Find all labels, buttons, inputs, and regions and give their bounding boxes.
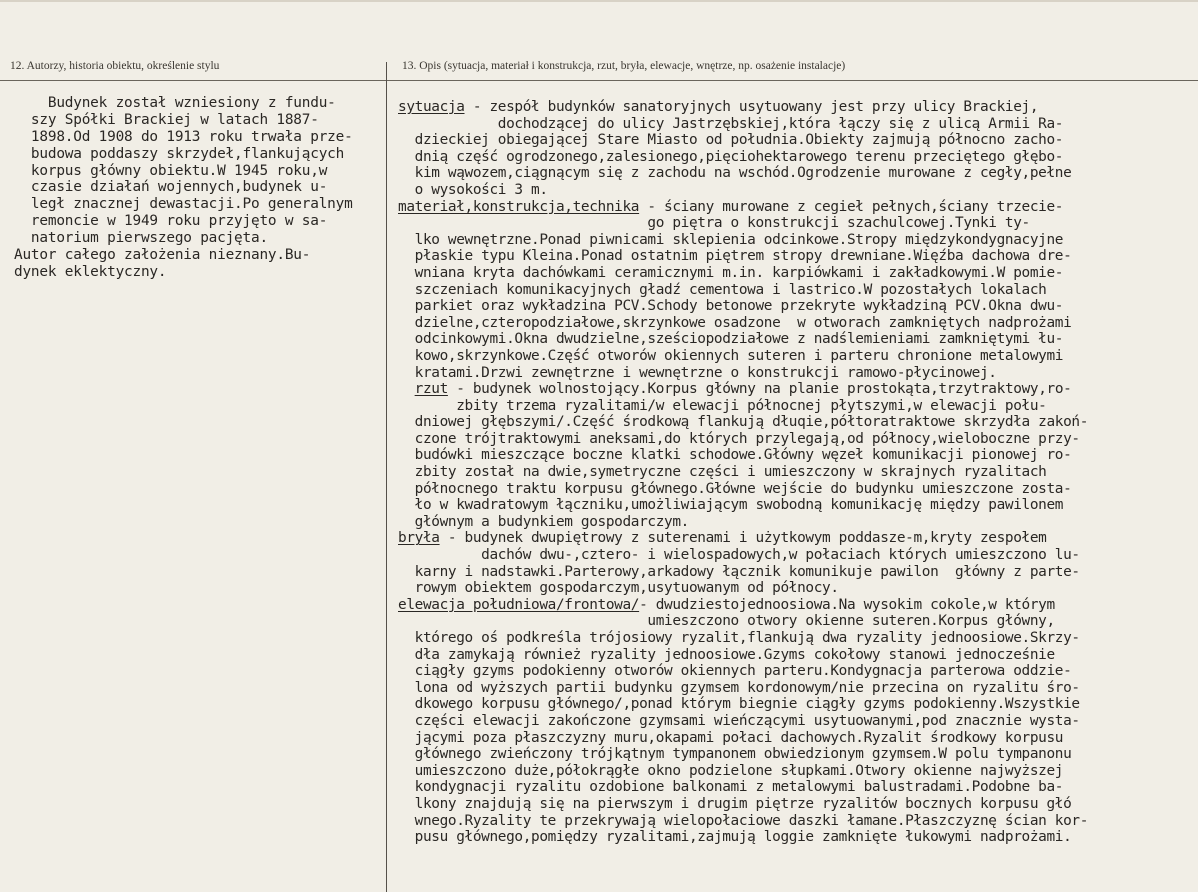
section-13-header: 13. Opis (sytuacja, materiał i konstrukcja, rzut, bryła, elewacje, wnętrze, np. osażenie instalacje) — [402, 60, 846, 72]
text-line: zbity został na dwie,symetryczne części i umieszczony w skrajnych ryzalitach — [398, 464, 1047, 481]
text-line: parkiet oraz wykładzina PCV.Schody betonowe przekryte wykładziną PCV.Okna dwu- — [398, 298, 1064, 315]
section-heading-line — [398, 597, 1194, 614]
text-line: dachów dwu-,cztero- i wielospadowych,w połaciach których umieszczono lu- — [398, 547, 1080, 564]
text-line: Autor całego założenia nieznany.Bu- — [14, 247, 311, 264]
text-line: części elewacji zakończone gzymsami wieńczącymi usytuowanymi,pod znacznie wysta- — [398, 712, 1080, 729]
text-line: głównym a budynkiem gospodarczym. — [398, 513, 689, 530]
text-line: lko wewnętrzne.Ponad piwnicami sklepienia odcinkowe.Stropy międzykondygnacyjne — [398, 231, 1064, 248]
text-line: czone trójtraktowymi aneksami,do których przylegają,od północy,wieloboczne przy- — [398, 430, 1080, 447]
text-line: którego oś podkreśla trójosiowy ryzalit,flankują dwa ryzality jednoosiowe.Skrzy- — [398, 630, 1080, 646]
section-term-text: - zespół budynków sanatoryjnych usytuowany jest przy ulicy Brackiej, — [464, 99, 1039, 115]
section-term: rzut — [414, 381, 448, 398]
history-text — [14, 95, 374, 281]
section-term: elewacja południowa/frontowa/ — [398, 596, 640, 613]
text-line: wniana kryta dachówkami ceramicznymi m.in. karpiówkami i zakładkowymi.W pomie- — [398, 264, 1064, 281]
text-line: ło w kwadratowym łączniku,umożliwiającym swobodną komunikację między pawilonem — [398, 497, 1064, 514]
text-line: wnego.Ryzality te przekrywają wielopołaciowe daszki łamane.Płaszczyznę ścian kor- — [398, 812, 1089, 829]
section-heading-line — [398, 381, 1194, 398]
text-line: kondygnacji ryzalitu ozdobione balkonami z metalowymi balustradami.Podobne ba- — [398, 779, 1064, 796]
text-line: Budynek został wzniesiony z fundu- — [14, 95, 336, 111]
text-line: ciągły gzyms podokienny otworów okiennych parteru.Kondygnacja parterowa oddzie- — [398, 663, 1072, 680]
text-line: szy Spółki Brackiej w latach 1887- — [14, 111, 319, 128]
text-line: karny i nadstawki.Parterowy,arkadowy łącznik komunikuje pawilon główny z parte- — [398, 563, 1080, 580]
section-heading-line — [398, 99, 1194, 116]
text-line: dniowej głębszymi/.Część środkową flankują dłuqie,półtoratraktowe skrzydła zakoń- — [398, 414, 1089, 431]
text-line: zbity trzema ryzalitami/w elewacji północnej płytszymi,w elewacji połu- — [398, 397, 1047, 414]
section-heading-line — [398, 530, 1194, 547]
text-line: natorium pierwszego pacjęta. — [14, 230, 268, 247]
header-rule — [0, 80, 1198, 81]
text-line: kratami.Drzwi zewnętrzne i wewnętrzne o konstrukcji ramowo-płycinowej. — [398, 364, 997, 381]
text-line: dochodzącej do ulicy Jastrzębskiej,która łączy się z ulicą Armii Ra- — [398, 115, 1064, 132]
text-line: pusu głównego,pomiędzy ryzalitami,zajmują loggie zamknięte łukowymi nadprożami. — [398, 829, 1072, 846]
section-term: materiał,konstrukcja,technika — [398, 198, 640, 215]
text-line: 1898.Od 1908 do 1913 roku trwała prze- — [14, 128, 353, 145]
section-heading-line — [398, 199, 1194, 216]
text-line: dzieckiej obiegającej Stare Miasto od południa.Obiekty zajmują północno zacho- — [398, 132, 1064, 149]
text-line: legł znacznej dewastacji.Po generalnym — [14, 196, 353, 213]
text-line: dynek eklektyczny. — [14, 263, 167, 280]
section-term: bryła — [398, 530, 440, 547]
text-line: go piętra o konstrukcji szachulcowej.Tynki ty- — [398, 215, 1030, 232]
text-line: dkowego korpusu głównego/,ponad którym biegnie ciągły gzyms podokienny.Wszystkie — [398, 696, 1080, 713]
text-line: lkony znajdują się na pierwszym i drugim piętrze ryzalitów bocznych korpusu głó — [398, 795, 1072, 812]
text-line: szczeniach komunikacyjnych gładź cementowa i lastrico.W pozostałych lokalach — [398, 281, 1047, 298]
section-term-text: - budynek wolnostojący.Korpus główny na planie prostokąta,trzytraktowy,ro- — [447, 381, 1072, 398]
text-line: umieszczono otwory okienne suteren.Korpus główny, — [398, 613, 1055, 630]
page-top-edge — [0, 0, 1198, 2]
text-line: kim wąwozem,ciągnącym się z zachodu na wschód.Ogrodzenie murowane z cegły,pełne — [398, 165, 1072, 182]
text-line: dnią część ogrodzonego,zalesionego,pięciohektarowego terenu przeciętego głębo- — [398, 148, 1064, 165]
text-line: dzielne,czteropodziałowe,skrzynkowe osadzone w otworach zamkniętych nadprożami — [398, 314, 1072, 331]
text-line: północnego traktu korpusu głównego.Główne wejście do budynku umieszczone zosta- — [398, 480, 1072, 497]
text-line: kowo,skrzynkowe.Część otworów okiennych suteren i parteru chronione metalowymi — [398, 347, 1064, 364]
section-term-text: - budynek dwupiętrowy z suterenami i użytkowym poddasze-m,kryty zespołem — [439, 530, 1047, 547]
text-line: odcinkowymi.Okna dwudzielne,sześciopodziałowe z nadślemieniami zamkniętymi łu- — [398, 331, 1064, 348]
text-line: płaskie typu Kleina.Ponad ostatnim piętrem stropy drewniane.Więźba dachowa dre- — [398, 248, 1072, 265]
column-divider — [386, 62, 387, 892]
text-line: czasie działań wojennych,budynek u- — [14, 179, 328, 196]
text-line: budówki mieszczące boczne klatki schodowe.Główny węzeł komunikacji pionowej ro- — [398, 447, 1072, 464]
text-line: rowym obiektem gospodarczym,usytuowanym od północy. — [398, 580, 839, 597]
section-term-text: - dwudziestojednoosiowa.Na wysokim cokole,w którym — [639, 596, 1055, 613]
text-line: jącymi poza płaszczyzny muru,okapami połaci dachowych.Ryzalit środkowy korpusu — [398, 729, 1064, 746]
text-line: korpus główny obiektu.W 1945 roku,w — [14, 162, 328, 179]
text-line: umieszczono duże,półokrągłe okno podzielone słupkami.Otwory okienne najwyższej — [398, 762, 1064, 779]
text-line: dła zamykają również ryzality jednoosiowe.Gzyms cokołowy stanowi jednocześnie — [398, 646, 1055, 663]
text-line: lona od wyższych partii budynku gzymsem kordonowym/nie przecina on ryzalitu śro- — [398, 679, 1080, 696]
section-12-header: 12. Autorzy, historia obiektu, określenie stylu — [10, 60, 220, 72]
text-line: o wysokości 3 m. — [398, 181, 548, 198]
text-line: głównego zwieńczony trójkątnym tympanonem obwiedzionym gzymsem.W polu tympanonu — [398, 746, 1072, 763]
section-term-text: - ściany murowane z cegieł pełnych,ściany trzecie- — [639, 198, 1064, 215]
description-text — [398, 99, 1194, 846]
text-line: remoncie w 1949 roku przyjęto w sa- — [14, 213, 328, 230]
section-term: sytuacja — [398, 99, 465, 115]
text-line: budowa poddaszy skrzydeł,flankujących — [14, 145, 345, 162]
